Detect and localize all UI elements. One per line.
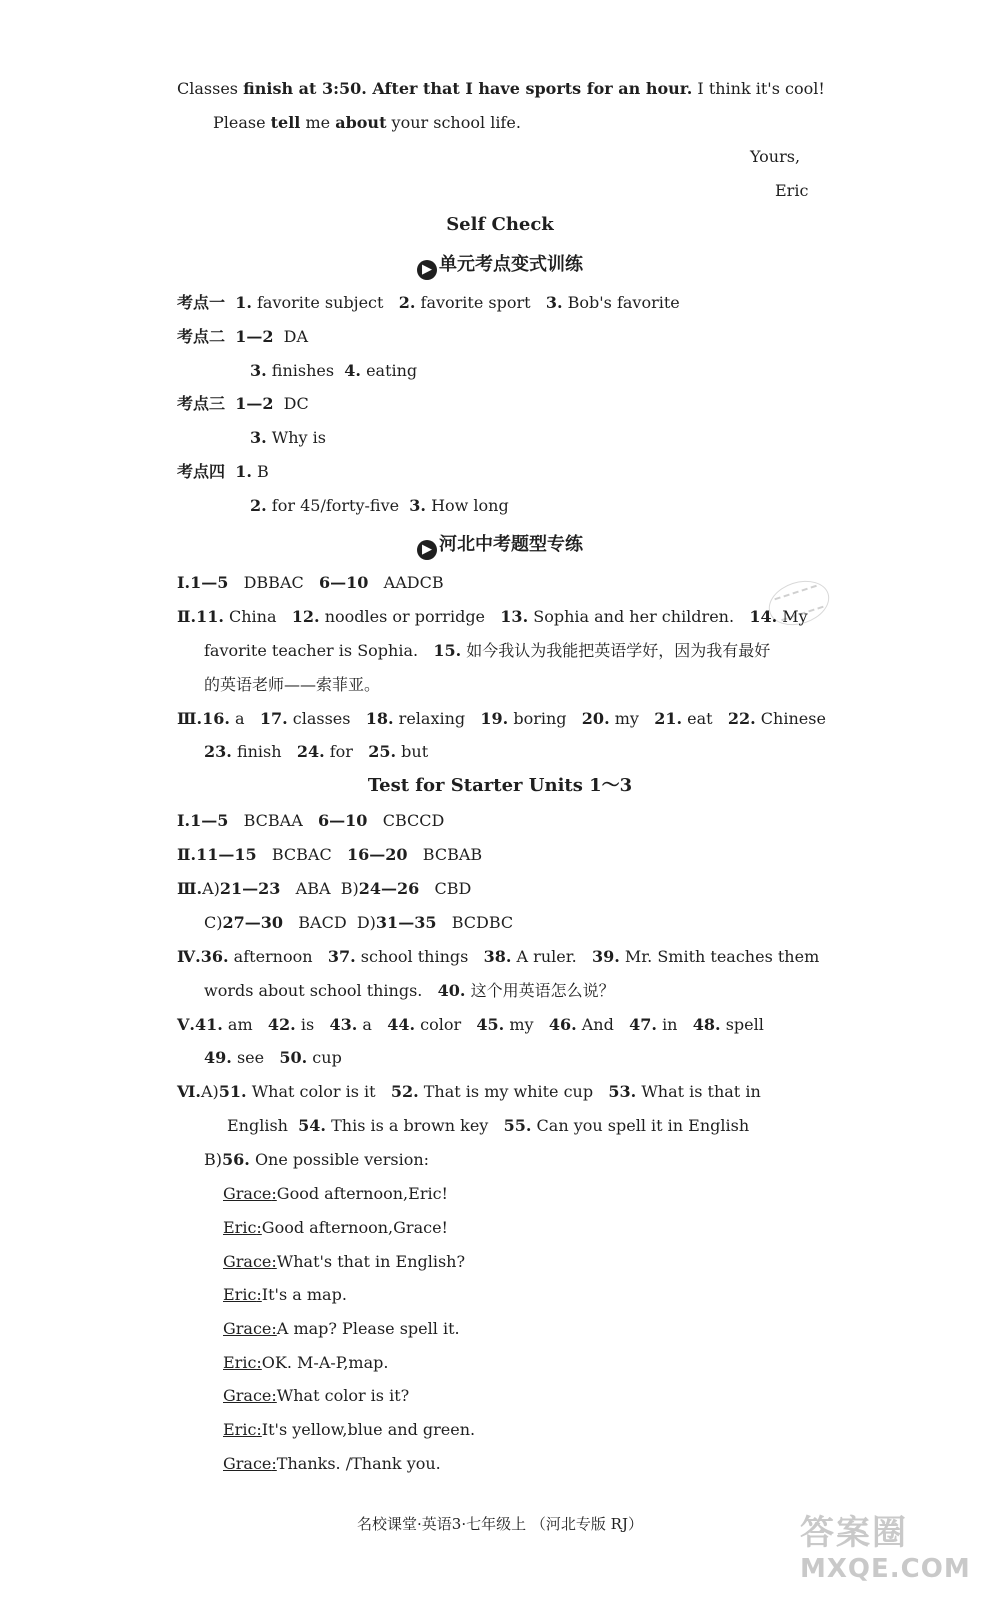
test-section-6-b: B)56. One possible version: bbox=[204, 1150, 430, 1169]
dialogue-line: Grace:What color is it? bbox=[223, 1386, 410, 1405]
dialogue-line: Grace:A map? Please spell it. bbox=[223, 1319, 460, 1338]
hebei-section-2-line-3: 的英语老师——索菲亚。 bbox=[204, 675, 381, 694]
letter-closing: Yours, bbox=[750, 147, 801, 166]
hebei-section-2: Ⅱ.11. China 12. noodles or porridge 13. Sophia and her children. 14. My bbox=[177, 607, 808, 626]
letter-line-2: Please tell me about your school life. bbox=[213, 113, 521, 132]
watermark-url: MXQE.COM bbox=[800, 1554, 971, 1584]
point-4-line-2: 2. for 45/forty-five 3. How long bbox=[250, 496, 509, 515]
dialogue-line: Grace:What's that in English? bbox=[223, 1252, 466, 1271]
test-section-4-line-2: words about school things. 40. 这个用英语怎么说？ bbox=[204, 981, 615, 1000]
test-section-3-line-2: C)27—30 BACD D)31—35 BCDBC bbox=[204, 913, 514, 932]
dialogue-line: Eric:Good afternoon,Grace! bbox=[223, 1218, 448, 1237]
point-2: 考点二 1—2 DA bbox=[177, 327, 309, 346]
test-section-6-line-2: English 54. This is a brown key 55. Can you spell it in English bbox=[227, 1116, 750, 1135]
page-footer: 名校课堂·英语3·七年级上 （河北专版 RJ） bbox=[357, 1515, 643, 1533]
point-2-line-2: 3. finishes 4. eating bbox=[250, 361, 418, 380]
point-4: 考点四 1. B bbox=[177, 462, 269, 481]
watermark bbox=[800, 1505, 990, 1595]
hebei-banner: ▶ 河北中考题型专练 bbox=[0, 535, 1000, 560]
test-section-5: Ⅴ.41. am 42. is 43. a 44. color 45. my 46. And 47. in 48. spell bbox=[177, 1015, 764, 1034]
dialogue-line: Eric:It's a map. bbox=[223, 1285, 347, 1304]
letter-line-1: Classes finish at 3:50. After that I have sports for an hour. I think it's cool! bbox=[177, 79, 825, 98]
dialogue-line: Grace:Good afternoon,Eric! bbox=[223, 1184, 448, 1203]
hebei-section-3-line-2: 23. finish 24. for 25. but bbox=[204, 742, 429, 761]
dialogue-line: Grace:Thanks. /Thank you. bbox=[223, 1454, 441, 1473]
test-section-4: Ⅳ.36. afternoon 37. school things 38. A ruler. 39. Mr. Smith teaches them bbox=[177, 947, 820, 966]
test-title: Test for Starter Units 1～3 bbox=[367, 775, 633, 796]
point-1: 考点一 1. favorite subject 2. favorite sport 3. Bob's favorite bbox=[177, 293, 680, 312]
watermark-text: 答案圈 bbox=[800, 1513, 908, 1553]
letter-signature: Eric bbox=[775, 181, 809, 200]
point-3: 考点三 1—2 DC bbox=[177, 394, 309, 413]
dialogue-line: Eric:OK. M-A-P,map. bbox=[223, 1353, 389, 1372]
play-arrow-icon: ▶ bbox=[417, 260, 437, 280]
dialogue-line: Eric:It's yellow,blue and green. bbox=[223, 1420, 476, 1439]
hebei-section-3: Ⅲ.16. a 17. classes 18. relaxing 19. boring 20. my 21. eat 22. Chinese bbox=[177, 709, 826, 728]
hebei-section-1: Ⅰ.1—5 DBBAC 6—10 AADCB bbox=[177, 573, 444, 592]
play-arrow-icon: ▶ bbox=[417, 540, 437, 560]
test-section-5-line-2: 49. see 50. cup bbox=[204, 1048, 342, 1067]
test-section-1: Ⅰ.1—5 BCBAA 6—10 CBCCD bbox=[177, 811, 445, 830]
self-check-title: Self Check bbox=[446, 214, 554, 235]
point-3-line-2: 3. Why is bbox=[250, 428, 326, 447]
test-section-3: Ⅲ.A)21—23 ABA B)24—26 CBD bbox=[177, 879, 472, 898]
hebei-section-2-line-2: favorite teacher is Sophia. 15. 如今我认为我能把英语学好，因为我有最好 bbox=[204, 641, 771, 660]
self-check-banner: ▶ 单元考点变式训练 bbox=[0, 255, 1000, 280]
test-section-2: Ⅱ.11—15 BCBAC 16—20 BCBAB bbox=[177, 845, 483, 864]
test-section-6: Ⅵ.A)51. What color is it 52. That is my white cup 53. What is that in bbox=[177, 1082, 761, 1101]
